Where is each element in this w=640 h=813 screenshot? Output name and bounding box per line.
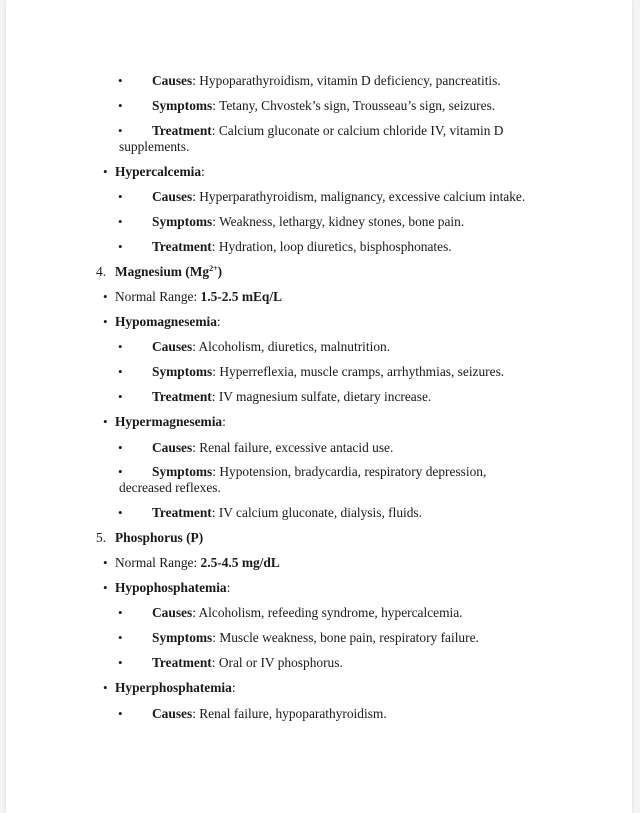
bullet-icon: •: [118, 605, 123, 620]
bullet-icon: •: [103, 314, 108, 329]
hypercalcemia-causes: Causes: Hyperparathyroidism, malignancy, excessive calcium intake.: [152, 189, 526, 204]
bullet-icon: •: [103, 555, 108, 570]
bullet-icon: •: [118, 464, 123, 479]
bullet-icon: •: [118, 505, 123, 520]
bullet-icon: •: [103, 580, 108, 595]
bullet-icon: •: [118, 630, 123, 645]
section-title-magnesium: Magnesium $(Mg^{2+})$: [115, 264, 223, 279]
hypercalcemia-treatment: Treatment: Hydration, loop diuretics, bisphosphonates.: [152, 239, 452, 254]
hypocalcemia-symptoms: Symptoms: Tetany, Chvostek’s sign, Trousseau’s sign, seizures.: [152, 98, 496, 113]
hypomagnesemia-treatment: Treatment: IV magnesium sulfate, dietary increase.: [152, 389, 432, 404]
hypermagnesemia-heading: Hypermagnesemia:: [115, 414, 226, 429]
hypocalcemia-treatment-wrap: supplements.: [119, 139, 190, 154]
bullet-icon: •: [118, 239, 123, 254]
bullet-icon: •: [118, 389, 123, 404]
hypophosphatemia-heading: Hypophosphatemia:: [115, 580, 231, 595]
hypermagnesemia-causes: Causes: Renal failure, excessive antacid use.: [152, 440, 394, 455]
bullet-icon: •: [118, 339, 123, 354]
hypophosphatemia-symptoms: Symptoms: Muscle weakness, bone pain, respiratory failure.: [152, 630, 479, 645]
bullet-icon: •: [103, 164, 108, 179]
bullet-icon: •: [118, 440, 123, 455]
hypercalcemia-symptoms: Symptoms: Weakness, lethargy, kidney stones, bone pain.: [152, 214, 465, 229]
bullet-icon: •: [118, 98, 123, 113]
phosphorus-normal-range: Normal Range: 2.5-4.5 mg/dL: [115, 555, 280, 570]
hypophosphatemia-treatment: Treatment: Oral or IV phosphorus.: [152, 655, 343, 670]
bullet-icon: •: [103, 289, 108, 304]
hypermagnesemia-treatment: Treatment: IV calcium gluconate, dialysis, fluids.: [152, 505, 422, 520]
bullet-icon: •: [103, 680, 108, 695]
hyperphosphatemia-heading: Hyperphosphatemia:: [115, 680, 236, 695]
hypophosphatemia-causes: Causes: Alcoholism, refeeding syndrome, hypercalcemia.: [152, 605, 463, 620]
hypermagnesemia-symptoms: Symptoms: Hypotension, bradycardia, respiratory depression,: [152, 464, 487, 479]
hyperphosphatemia-causes: Causes: Renal failure, hypoparathyroidism.: [152, 706, 387, 721]
magnesium-normal-range: Normal Range: 1.5-2.5 mEq/L: [115, 289, 282, 304]
bullet-icon: •: [118, 655, 123, 670]
bullet-icon: •: [118, 214, 123, 229]
bullet-icon: •: [118, 189, 123, 204]
bullet-icon: •: [118, 123, 123, 138]
hypomagnesemia-heading: Hypomagnesemia:: [115, 314, 221, 329]
hypocalcemia-causes: Causes: Hypoparathyroidism, vitamin D deficiency, pancreatitis.: [152, 73, 501, 88]
hypocalcemia-treatment: Treatment: Calcium gluconate or calcium chloride IV, vitamin D: [152, 123, 504, 138]
bullet-icon: •: [103, 414, 108, 429]
document-page: [6, 0, 632, 813]
bullet-icon: •: [118, 73, 123, 88]
hypomagnesemia-symptoms: Symptoms: Hyperreflexia, muscle cramps, arrhythmias, seizures.: [152, 364, 505, 379]
hypermagnesemia-symptoms-wrap: decreased reflexes.: [119, 480, 221, 495]
bullet-icon: •: [118, 706, 123, 721]
section-number: 4.: [96, 264, 107, 279]
hypomagnesemia-causes: Causes: Alcoholism, diuretics, malnutrition.: [152, 339, 391, 354]
section-title-phosphorus: Phosphorus (P): [115, 530, 204, 545]
section-number: 5.: [96, 530, 107, 545]
bullet-icon: •: [118, 364, 123, 379]
hypercalcemia-heading: Hypercalcemia:: [115, 164, 205, 179]
